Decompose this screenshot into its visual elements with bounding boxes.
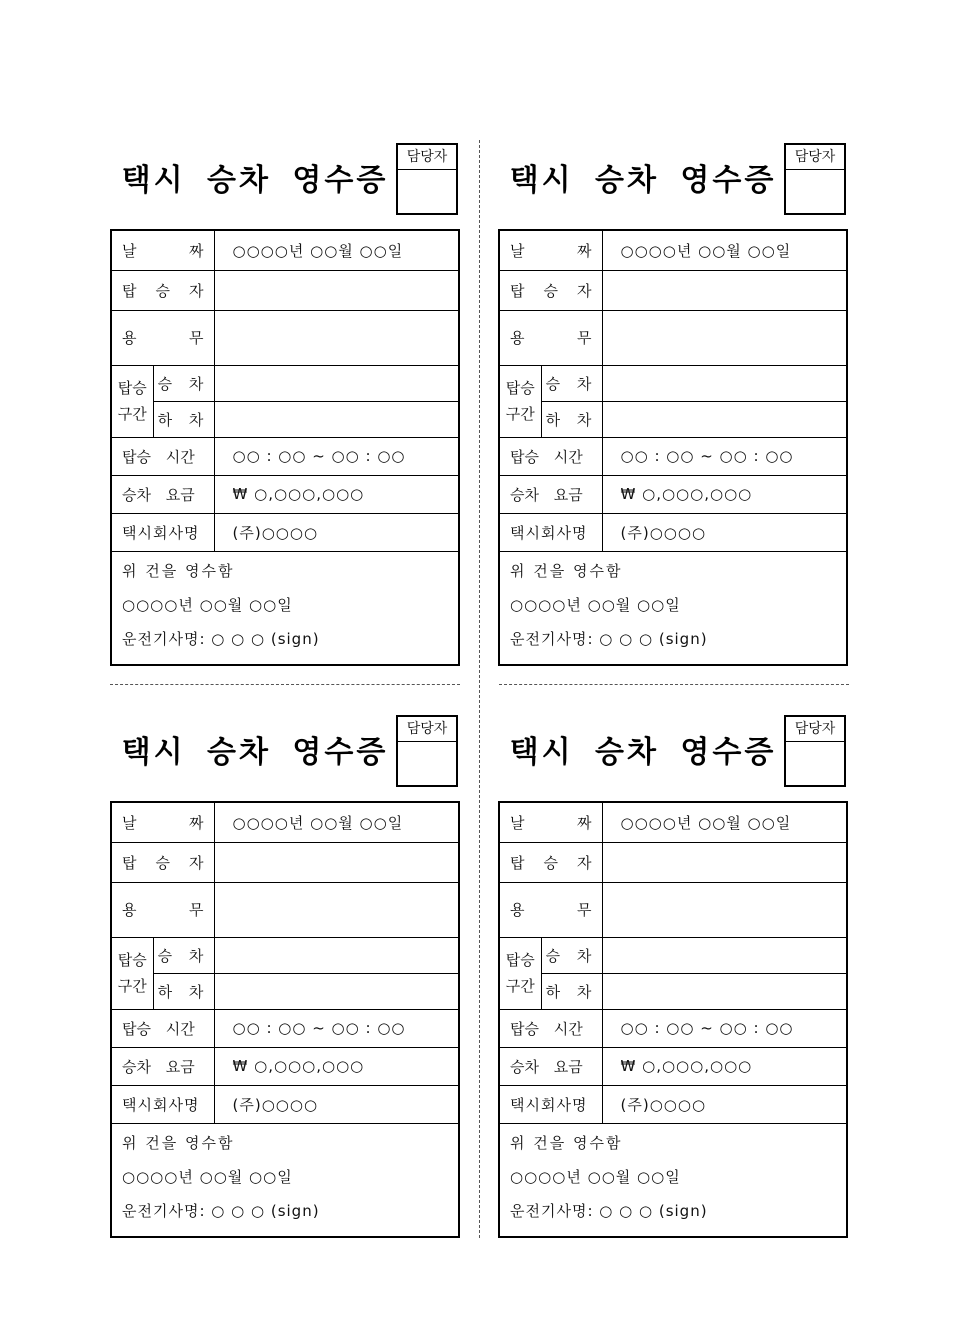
passenger-value[interactable] xyxy=(214,842,459,882)
passenger-value[interactable] xyxy=(214,270,459,310)
date-row xyxy=(111,802,459,842)
footer-receipt-statement: 위 건을 영수함 xyxy=(510,561,623,580)
footer-driver-name[interactable]: 운전기사명: ○ ○ ○ (sign) xyxy=(510,1201,708,1220)
board-row xyxy=(111,365,459,401)
fare-label: 승차 요금 xyxy=(111,1047,214,1085)
passenger-label: 탑 승 자 xyxy=(499,842,602,882)
purpose-row xyxy=(111,310,459,365)
footer-date[interactable]: ○○○○년 ○○월 ○○일 xyxy=(510,1167,681,1186)
board-label: 승 차 xyxy=(541,937,602,973)
company-label: 택시회사명 xyxy=(499,1085,602,1123)
alight-label: 하 차 xyxy=(541,401,602,437)
footer-receipt-statement: 위 건을 영수함 xyxy=(122,561,235,580)
board-value[interactable] xyxy=(602,937,847,973)
company-value[interactable]: (주)○○○○ xyxy=(602,513,847,551)
alight-label: 하 차 xyxy=(541,973,602,1009)
passenger-value[interactable] xyxy=(602,842,847,882)
receipt-table xyxy=(110,229,460,666)
receipt-top-right xyxy=(498,143,849,653)
manager-label: 담당자 xyxy=(398,145,456,170)
fare-label: 승차 요금 xyxy=(111,475,214,513)
fare-row xyxy=(499,475,847,513)
manager-box xyxy=(784,715,846,787)
ride-time-row xyxy=(499,1009,847,1047)
ride-time-row xyxy=(499,437,847,475)
fare-value[interactable]: ₩ ○,○○○,○○○ xyxy=(214,475,459,513)
alight-value[interactable] xyxy=(602,401,847,437)
manager-sign-area[interactable] xyxy=(398,742,456,786)
company-value[interactable]: (주)○○○○ xyxy=(214,1085,459,1123)
date-row xyxy=(499,230,847,270)
passenger-label: 탑 승 자 xyxy=(111,270,214,310)
purpose-value[interactable] xyxy=(214,882,459,937)
ride-time-row xyxy=(111,1009,459,1047)
manager-box xyxy=(784,143,846,215)
manager-sign-area[interactable] xyxy=(786,170,844,214)
date-label: 날 짜 xyxy=(111,802,214,842)
company-row xyxy=(111,1085,459,1123)
purpose-label: 용 무 xyxy=(499,310,602,365)
company-label: 택시회사명 xyxy=(111,1085,214,1123)
horizontal-cut-line-left xyxy=(110,684,460,685)
receipt-table xyxy=(498,229,848,666)
footer-cell xyxy=(499,551,847,665)
manager-sign-area[interactable] xyxy=(398,170,456,214)
passenger-label: 탑 승 자 xyxy=(499,270,602,310)
purpose-value[interactable] xyxy=(214,310,459,365)
fare-value[interactable]: ₩ ○,○○○,○○○ xyxy=(602,475,847,513)
receipt-bottom-right xyxy=(498,715,849,1225)
footer-driver-name[interactable]: 운전기사명: ○ ○ ○ (sign) xyxy=(122,1201,320,1220)
date-row xyxy=(111,230,459,270)
passenger-row xyxy=(499,270,847,310)
receipt-title: 택시 승차 영수증 xyxy=(509,735,777,770)
company-label: 택시회사명 xyxy=(499,513,602,551)
footer-cell xyxy=(499,1123,847,1237)
date-label: 날 짜 xyxy=(499,802,602,842)
company-label: 택시회사명 xyxy=(111,513,214,551)
company-row xyxy=(111,513,459,551)
board-row xyxy=(499,365,847,401)
footer-driver-name[interactable]: 운전기사명: ○ ○ ○ (sign) xyxy=(122,629,320,648)
vertical-cut-line xyxy=(479,140,480,1238)
passenger-label: 탑 승 자 xyxy=(111,842,214,882)
purpose-value[interactable] xyxy=(602,882,847,937)
receipt-table xyxy=(110,801,460,1238)
footer-row xyxy=(111,1123,459,1237)
company-row xyxy=(499,1085,847,1123)
date-value[interactable]: ○○○○년 ○○월 ○○일 xyxy=(214,802,459,842)
date-value[interactable]: ○○○○년 ○○월 ○○일 xyxy=(214,230,459,270)
date-label: 날 짜 xyxy=(111,230,214,270)
date-value[interactable]: ○○○○년 ○○월 ○○일 xyxy=(602,230,847,270)
passenger-value[interactable] xyxy=(602,270,847,310)
purpose-value[interactable] xyxy=(602,310,847,365)
fare-value[interactable]: ₩ ○,○○○,○○○ xyxy=(214,1047,459,1085)
footer-receipt-statement: 위 건을 영수함 xyxy=(122,1133,235,1152)
receipt-title: 택시 승차 영수증 xyxy=(509,163,777,198)
receipt-bottom-left xyxy=(110,715,461,1225)
ride-time-value[interactable]: ○○ : ○○ ~ ○○ : ○○ xyxy=(602,1009,847,1047)
fare-value[interactable]: ₩ ○,○○○,○○○ xyxy=(602,1047,847,1085)
footer-row xyxy=(499,1123,847,1237)
alight-row xyxy=(499,973,847,1009)
footer-row xyxy=(499,551,847,665)
manager-sign-area[interactable] xyxy=(786,742,844,786)
section-label: 탑승 구간 xyxy=(111,937,153,1009)
manager-label: 담당자 xyxy=(786,717,844,742)
receipt-title: 택시 승차 영수증 xyxy=(121,163,389,198)
ride-time-label: 탑승 시간 xyxy=(111,1009,214,1047)
alight-value[interactable] xyxy=(214,973,459,1009)
manager-box xyxy=(396,143,458,215)
board-label: 승 차 xyxy=(541,365,602,401)
footer-receipt-statement: 위 건을 영수함 xyxy=(510,1133,623,1152)
fare-label: 승차 요금 xyxy=(499,475,602,513)
alight-row xyxy=(499,401,847,437)
alight-row xyxy=(111,973,459,1009)
footer-date[interactable]: ○○○○년 ○○월 ○○일 xyxy=(122,595,293,614)
purpose-row xyxy=(499,882,847,937)
date-label: 날 짜 xyxy=(499,230,602,270)
date-row xyxy=(499,802,847,842)
alight-label: 하 차 xyxy=(153,401,214,437)
footer-date[interactable]: ○○○○년 ○○월 ○○일 xyxy=(122,1167,293,1186)
passenger-row xyxy=(111,270,459,310)
receipt-top-left xyxy=(110,143,461,653)
date-value[interactable]: ○○○○년 ○○월 ○○일 xyxy=(602,802,847,842)
ride-time-label: 탑승 시간 xyxy=(499,437,602,475)
board-value[interactable] xyxy=(602,365,847,401)
board-value[interactable] xyxy=(214,937,459,973)
alight-value[interactable] xyxy=(602,973,847,1009)
footer-date[interactable]: ○○○○년 ○○월 ○○일 xyxy=(510,595,681,614)
board-row xyxy=(499,937,847,973)
purpose-row xyxy=(111,882,459,937)
section-label: 탑승 구간 xyxy=(111,365,153,437)
manager-box xyxy=(396,715,458,787)
passenger-row xyxy=(111,842,459,882)
receipt-title: 택시 승차 영수증 xyxy=(121,735,389,770)
board-row xyxy=(111,937,459,973)
footer-driver-name[interactable]: 운전기사명: ○ ○ ○ (sign) xyxy=(510,629,708,648)
ride-time-value[interactable]: ○○ : ○○ ~ ○○ : ○○ xyxy=(214,437,459,475)
purpose-label: 용 무 xyxy=(499,882,602,937)
horizontal-cut-line-right xyxy=(499,684,849,685)
fare-row xyxy=(111,1047,459,1085)
manager-label: 담당자 xyxy=(398,717,456,742)
company-value[interactable]: (주)○○○○ xyxy=(214,513,459,551)
alight-label: 하 차 xyxy=(153,973,214,1009)
purpose-row xyxy=(499,310,847,365)
ride-time-row xyxy=(111,437,459,475)
footer-cell xyxy=(111,1123,459,1237)
footer-row xyxy=(111,551,459,665)
fare-row xyxy=(111,475,459,513)
purpose-label: 용 무 xyxy=(111,882,214,937)
ride-time-value[interactable]: ○○ : ○○ ~ ○○ : ○○ xyxy=(602,437,847,475)
company-value[interactable]: (주)○○○○ xyxy=(602,1085,847,1123)
alight-row xyxy=(111,401,459,437)
passenger-row xyxy=(499,842,847,882)
section-label: 탑승 구간 xyxy=(499,365,541,437)
board-value[interactable] xyxy=(214,365,459,401)
manager-label: 담당자 xyxy=(786,145,844,170)
board-label: 승 차 xyxy=(153,365,214,401)
receipt-table xyxy=(498,801,848,1238)
company-row xyxy=(499,513,847,551)
fare-label: 승차 요금 xyxy=(499,1047,602,1085)
section-label: 탑승 구간 xyxy=(499,937,541,1009)
purpose-label: 용 무 xyxy=(111,310,214,365)
fare-row xyxy=(499,1047,847,1085)
ride-time-label: 탑승 시간 xyxy=(499,1009,602,1047)
ride-time-value[interactable]: ○○ : ○○ ~ ○○ : ○○ xyxy=(214,1009,459,1047)
alight-value[interactable] xyxy=(214,401,459,437)
footer-cell xyxy=(111,551,459,665)
board-label: 승 차 xyxy=(153,937,214,973)
ride-time-label: 탑승 시간 xyxy=(111,437,214,475)
